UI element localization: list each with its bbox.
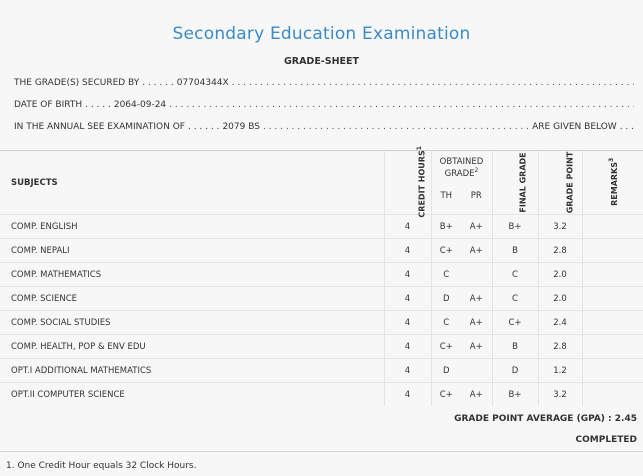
- gpa-summary: GRADE POINT AVERAGE (GPA) : 2.45: [454, 414, 637, 424]
- subject-cell: COMP. SOCIAL STUDIES: [0, 311, 384, 335]
- credit-cell: 4: [384, 383, 431, 407]
- final-cell: D: [492, 359, 538, 383]
- final-cell: C+: [492, 311, 538, 335]
- subject-cell: COMP. NEPALI: [0, 239, 384, 263]
- exam-label: IN THE ANNUAL SEE EXAMINATION OF: [14, 122, 185, 132]
- final-cell: C: [492, 287, 538, 311]
- remarks-cell: [582, 383, 643, 407]
- subject-cell: COMP. SCIENCE: [0, 287, 384, 311]
- gp-cell: 1.2: [538, 359, 582, 383]
- pr-cell: A+: [461, 383, 492, 407]
- table-row: [0, 359, 643, 383]
- gp-cell: 2.4: [538, 311, 582, 335]
- table-row: [0, 263, 643, 287]
- remarks-cell: [582, 335, 643, 359]
- exam-value: 2079 BS: [222, 122, 260, 132]
- th-header: TH: [431, 179, 461, 215]
- exam-suffix: ARE GIVEN BELOW: [532, 122, 617, 132]
- th-cell: C: [431, 311, 461, 335]
- subject-cell: COMP. ENGLISH: [0, 215, 384, 239]
- page-title: Secondary Education Examination: [172, 24, 471, 44]
- remarks-cell: [582, 311, 643, 335]
- th-cell: C: [431, 263, 461, 287]
- remarks-cell: [582, 239, 643, 263]
- gp-cell: 3.2: [538, 215, 582, 239]
- remarks-cell: [582, 263, 643, 287]
- subject-cell: COMP. HEALTH, POP & ENV EDU: [0, 335, 384, 359]
- table-row: [0, 215, 643, 239]
- th-cell: C+: [431, 239, 461, 263]
- status-label: COMPLETED: [575, 435, 637, 445]
- final-cell: C: [492, 263, 538, 287]
- pr-cell: [461, 359, 492, 383]
- th-cell: C+: [431, 335, 461, 359]
- remarks-cell: [582, 287, 643, 311]
- table-row: [0, 335, 643, 359]
- obtained-grade-header: OBTAINED GRADE$^2$: [431, 151, 492, 179]
- table-row: [0, 287, 643, 311]
- credit-cell: 4: [384, 215, 431, 239]
- gp-cell: 2.8: [538, 239, 582, 263]
- remarks-cell: [582, 359, 643, 383]
- pr-header: PR: [470, 191, 482, 202]
- pr-cell: A+: [461, 287, 492, 311]
- subject-cell: COMP. MATHEMATICS: [0, 263, 384, 287]
- table-row: [0, 311, 643, 335]
- dob-row: DATE OF BIRTH . . . . . 2064-09-24 . . .: [14, 100, 634, 114]
- pr-cell: [461, 263, 492, 287]
- pr-cell: A+: [461, 215, 492, 239]
- credit-cell: 4: [384, 359, 431, 383]
- exam-row: IN THE ANNUAL SEE EXAMINATION OF . . . . . . 2079 BS . . . ARE GIVEN BELOW . . .: [14, 122, 634, 136]
- grade-point-header: GRADE POINT: [538, 151, 582, 215]
- grade-table: [0, 146, 643, 406]
- credit-cell: 4: [384, 335, 431, 359]
- remarks-header: REMARKS$^3$: [582, 151, 643, 215]
- th-cell: C+: [431, 383, 461, 407]
- symbol-label: THE GRADE(S) SECURED BY: [14, 78, 140, 88]
- dob-label: DATE OF BIRTH: [14, 100, 83, 110]
- footnote: 1. One Credit Hour equals 32 Clock Hours.: [6, 461, 197, 471]
- table-row: [0, 383, 643, 407]
- gp-cell: 2.0: [538, 263, 582, 287]
- th-cell: D: [431, 287, 461, 311]
- th-cell: D: [431, 359, 461, 383]
- gp-cell: 2.0: [538, 287, 582, 311]
- final-cell: B: [492, 335, 538, 359]
- page-subtitle: GRADE-SHEET: [283, 56, 360, 67]
- th-cell: B+: [431, 215, 461, 239]
- credit-cell: 4: [384, 311, 431, 335]
- final-cell: B+: [492, 215, 538, 239]
- credit-cell: 4: [384, 239, 431, 263]
- subject-cell: OPT.II COMPUTER SCIENCE: [0, 383, 384, 407]
- table-row: [0, 239, 643, 263]
- gp-cell: 3.2: [538, 383, 582, 407]
- remarks-cell: [582, 215, 643, 239]
- credit-cell: 4: [384, 287, 431, 311]
- subject-cell: OPT.I ADDITIONAL MATHEMATICS: [0, 359, 384, 383]
- pr-cell: A+: [461, 335, 492, 359]
- divider: [0, 451, 643, 452]
- credit-cell: 4: [384, 263, 431, 287]
- final-cell: B+: [492, 383, 538, 407]
- credit-hours-header: CREDIT HOURS$^1$: [384, 151, 431, 215]
- symbol-value: 07704344X: [176, 78, 229, 88]
- final-cell: B: [492, 239, 538, 263]
- symbol-row: THE GRADE(S) SECURED BY . . . . . . 07704344X . . .: [14, 78, 634, 92]
- final-grade-header: FINAL GRADE: [492, 151, 538, 215]
- gp-cell: 2.8: [538, 335, 582, 359]
- pr-cell: A+: [461, 239, 492, 263]
- dob-value: 2064-09-24: [113, 100, 167, 110]
- subjects-header: SUBJECTS: [11, 177, 58, 188]
- pr-cell: A+: [461, 311, 492, 335]
